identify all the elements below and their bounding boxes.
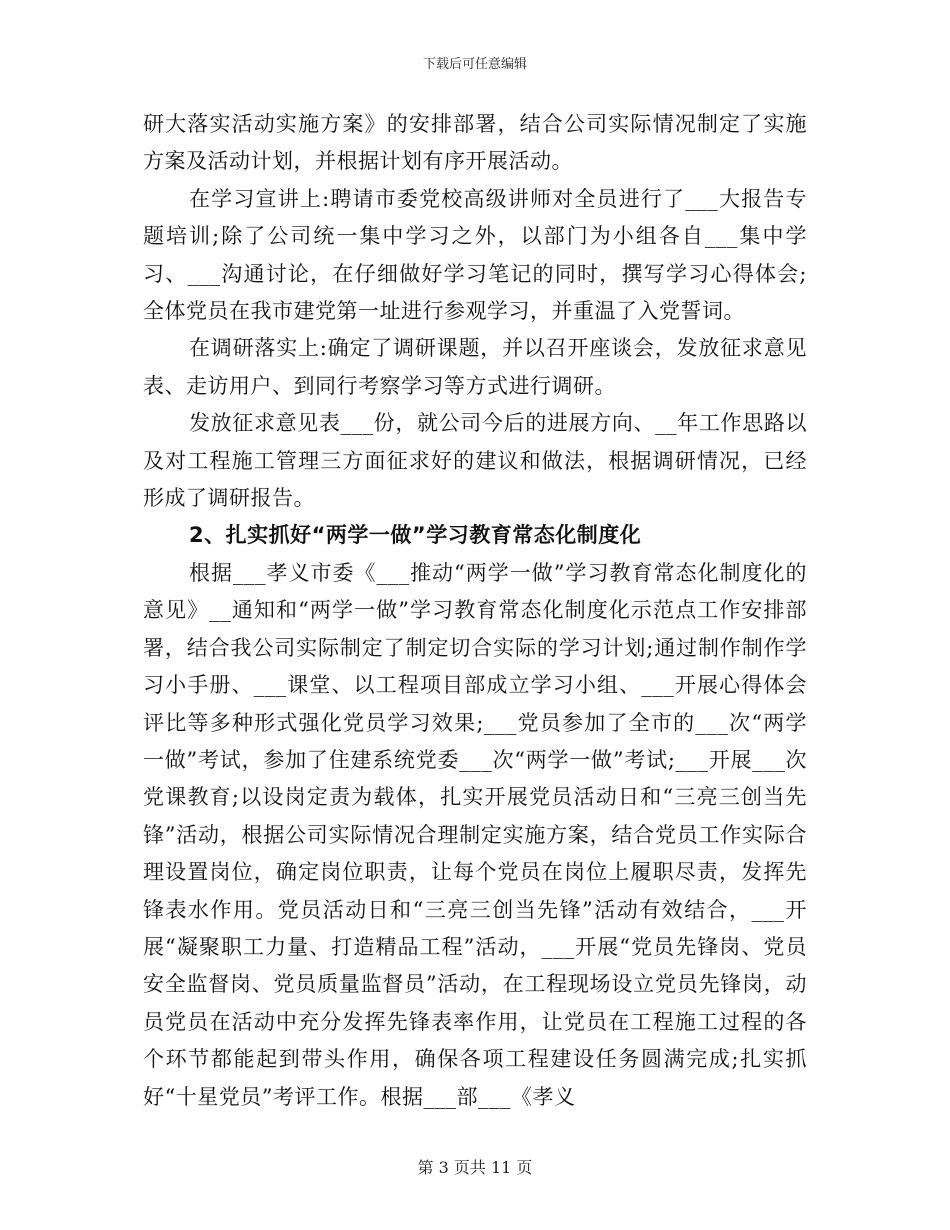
document-body bbox=[143, 106, 807, 1116]
body-paragraph: 在学习宣讲上:聘请市委党校高级讲师对全员进行了___大报告专题培训;除了公司统一集中学习之外，以部门为小组各自___集中学习、___沟通讨论，在仔细做好学习笔记的同时，撰写学习心得体会;全体党员在我市建党第一址进行参观学习，并重温了入党誓词。 bbox=[143, 186, 807, 324]
page-header: 下载后可任意编辑 bbox=[422, 57, 527, 72]
body-paragraph: 在调研落实上:确定了调研课题，并以召开座谈会，发放征求意见表、走访用户、到同行考察学习等方式进行调研。 bbox=[143, 336, 807, 398]
section-paragraph: 根据___孝义市委《___推动“两学一做”学习教育常态化制度化的意见》__通知和“两学一做”学习教育常态化制度化示范点工作安排部署，结合我公司实际制定了制定切合实际的学习计划;通过制作制作学习小手册、___课堂、以工程项目部成立学习小组、___开展心得体会评比等多种形式强化党员学习效果;___党员参加了全市的___次“两学一做”考试，参加了住建系统党委___次“两学一做”考试;___开展___次党课教育;以设岗定责为载体，扎实开展党员活动日和“三亮三创当先锋”活动，根据公司实际情况合理制定实施方案，结合党员工作实际合理设置岗位，确定岗位职责，让每个党员在岗位上履职尽责，发挥先锋表水作用。党员活动日和“三亮三创当先锋”活动有效结合，___开展“凝聚职工力量、打造精品工程”活动，___开展“党员先锋岗、党员安全监督岗、党员质量监督员”活动，在工程现场设立党员先锋岗，动员党员在活动中充分发挥先锋表率作用，让党员在工程施工过程的各个环节都能起到带头作用，确保各项工程建设任务圆满完成;扎实抓好“十星党员”考评工作。根据___部___《孝义 bbox=[143, 560, 807, 1109]
page-footer: 第 3 页共 11 页 bbox=[417, 1158, 533, 1177]
body-paragraph: 研大落实活动实施方案》的安排部署，结合公司实际情况制定了实施方案及活动计划，并根据计划有序开展活动。 bbox=[143, 112, 807, 174]
body-paragraph: 发放征求意见表___份，就公司今后的进展方向、__年工作思路以及对工程施工管理三方面征求好的建议和做法，根据调研情况，已经形成了调研报告。 bbox=[143, 411, 807, 511]
section-heading: 2、扎实抓好“两学一做”学习教育常态化制度化 bbox=[189, 523, 642, 548]
